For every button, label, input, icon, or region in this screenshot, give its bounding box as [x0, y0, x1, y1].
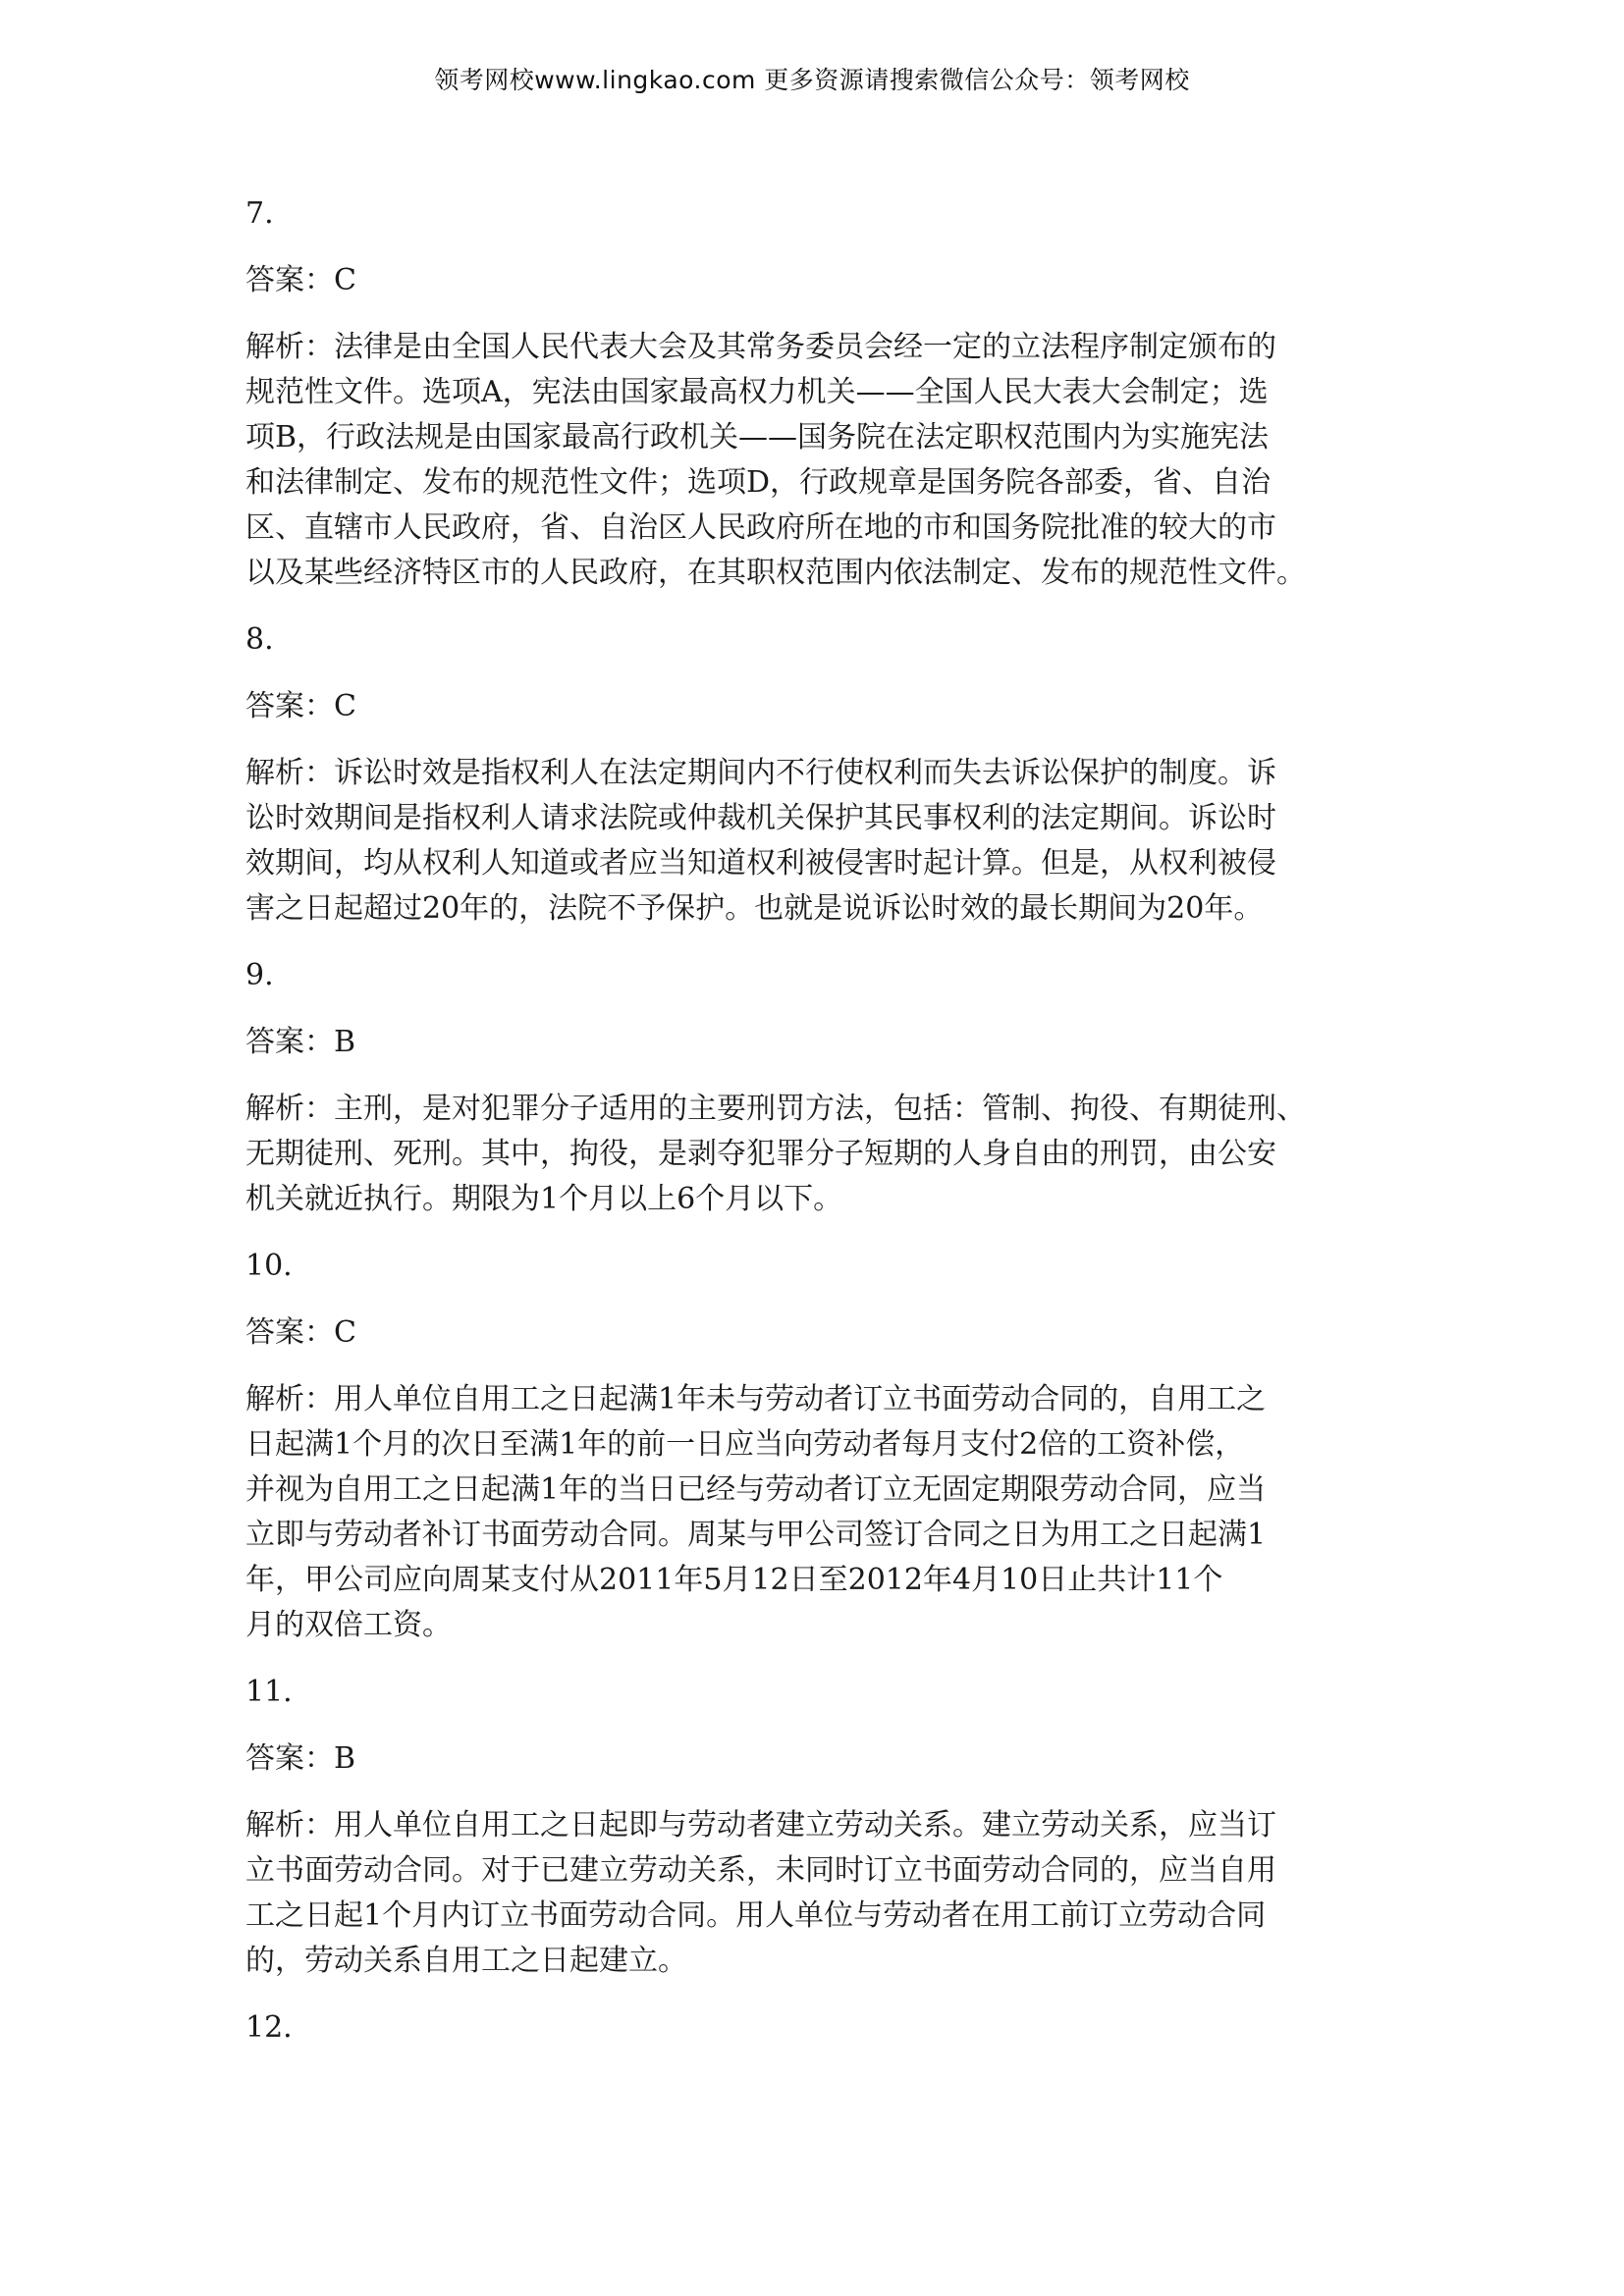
question-number: 9.	[245, 958, 274, 992]
analysis-paragraph	[245, 1803, 1384, 1984]
analysis-line: 无期徒刑、死刑。其中，拘役，是剥夺犯罪分子短期的人身自由的刑罚，由公安	[245, 1137, 1276, 1171]
question-block	[245, 1244, 1384, 1648]
analysis-line: 年，甲公司应向周某支付从2011年5月12日至2012年4月10日止共计11个	[245, 1563, 1223, 1597]
analysis-line: 讼时效期间是指权利人请求法院或仲裁机关保护其民事权利的法定期间。诉讼时	[245, 801, 1276, 835]
analysis-paragraph	[245, 751, 1384, 932]
answer-line: 答案：C	[245, 263, 356, 297]
analysis-line: 害之日起超过20年的，法院不予保护。也就是说诉讼时效的最长期间为20年。	[245, 891, 1264, 926]
analysis-paragraph	[245, 1087, 1384, 1222]
analysis-paragraph	[245, 325, 1384, 596]
answer-line: 答案：B	[245, 1741, 356, 1776]
analysis-line: 的，劳动关系自用工之日起建立。	[245, 1944, 687, 1978]
question-number: 11.	[245, 1675, 293, 1709]
answer-line: 答案：B	[245, 1025, 356, 1059]
analysis-line: 立即与劳动者补订书面劳动合同。周某与甲公司签订合同之日为用工之日起满1	[245, 1518, 1267, 1552]
analysis-line: 解析：主刑，是对犯罪分子适用的主要刑罚方法，包括：管制、拘役、有期徒刑、	[245, 1092, 1306, 1126]
answer-line: 答案：C	[245, 1315, 356, 1350]
question-block	[245, 953, 1384, 1222]
question-number: 10.	[245, 1249, 293, 1283]
document-body	[245, 191, 1384, 2072]
question-block	[245, 2005, 1384, 2051]
analysis-line: 项B，行政法规是由国家最高行政机关——国务院在法定职权范围内为实施宪法	[245, 420, 1270, 454]
analysis-line: 解析：用人单位自用工之日起满1年未与劳动者订立书面劳动合同的，自用工之	[245, 1382, 1267, 1416]
analysis-line: 立书面劳动合同。对于已建立劳动关系，未同时订立书面劳动合同的，应当自用	[245, 1853, 1276, 1888]
question-number: 7.	[245, 196, 274, 231]
analysis-paragraph	[245, 1377, 1384, 1648]
analysis-line: 工之日起1个月内订立书面劳动合同。用人单位与劳动者在用工前订立劳动合同	[245, 1898, 1267, 1933]
analysis-line: 以及某些经济特区市的人民政府，在其职权范围内依法制定、发布的规范性文件。	[245, 556, 1306, 590]
question-number: 12.	[245, 2010, 293, 2045]
question-block	[245, 617, 1384, 932]
question-block	[245, 1670, 1384, 1984]
analysis-line: 月的双倍工资。	[245, 1608, 452, 1642]
analysis-line: 区、直辖市人民政府，省、自治区人民政府所在地的市和国务院批准的较大的市	[245, 510, 1276, 545]
question-number: 8.	[245, 622, 274, 657]
analysis-line: 效期间，均从权利人知道或者应当知道权利被侵害时起计算。但是，从权利被侵	[245, 846, 1276, 881]
analysis-line: 解析：用人单位自用工之日起即与劳动者建立劳动关系。建立劳动关系，应当订	[245, 1808, 1276, 1842]
analysis-line: 并视为自用工之日起满1年的当日已经与劳动者订立无固定期限劳动合同，应当	[245, 1472, 1267, 1507]
analysis-line: 规范性文件。选项A，宪法由国家最高权力机关——全国人民大表大会制定；选	[245, 375, 1269, 409]
question-block	[245, 191, 1384, 596]
analysis-line: 解析：诉讼时效是指权利人在法定期间内不行使权利而失去诉讼保护的制度。诉	[245, 756, 1276, 790]
answer-line: 答案：C	[245, 689, 356, 723]
analysis-line: 解析：法律是由全国人民代表大会及其常务委员会经一定的立法程序制定颁布的	[245, 330, 1276, 364]
analysis-line: 机关就近执行。期限为1个月以上6个月以下。	[245, 1182, 843, 1216]
analysis-line: 和法律制定、发布的规范性文件；选项D，行政规章是国务院各部委，省、自治	[245, 465, 1272, 500]
page-header: 领考网校www.lingkao.com 更多资源请搜索微信公众号：领考网校	[434, 66, 1190, 94]
analysis-line: 日起满1个月的次日至满1年的前一日应当向劳动者每月支付2倍的工资补偿，	[245, 1427, 1245, 1462]
